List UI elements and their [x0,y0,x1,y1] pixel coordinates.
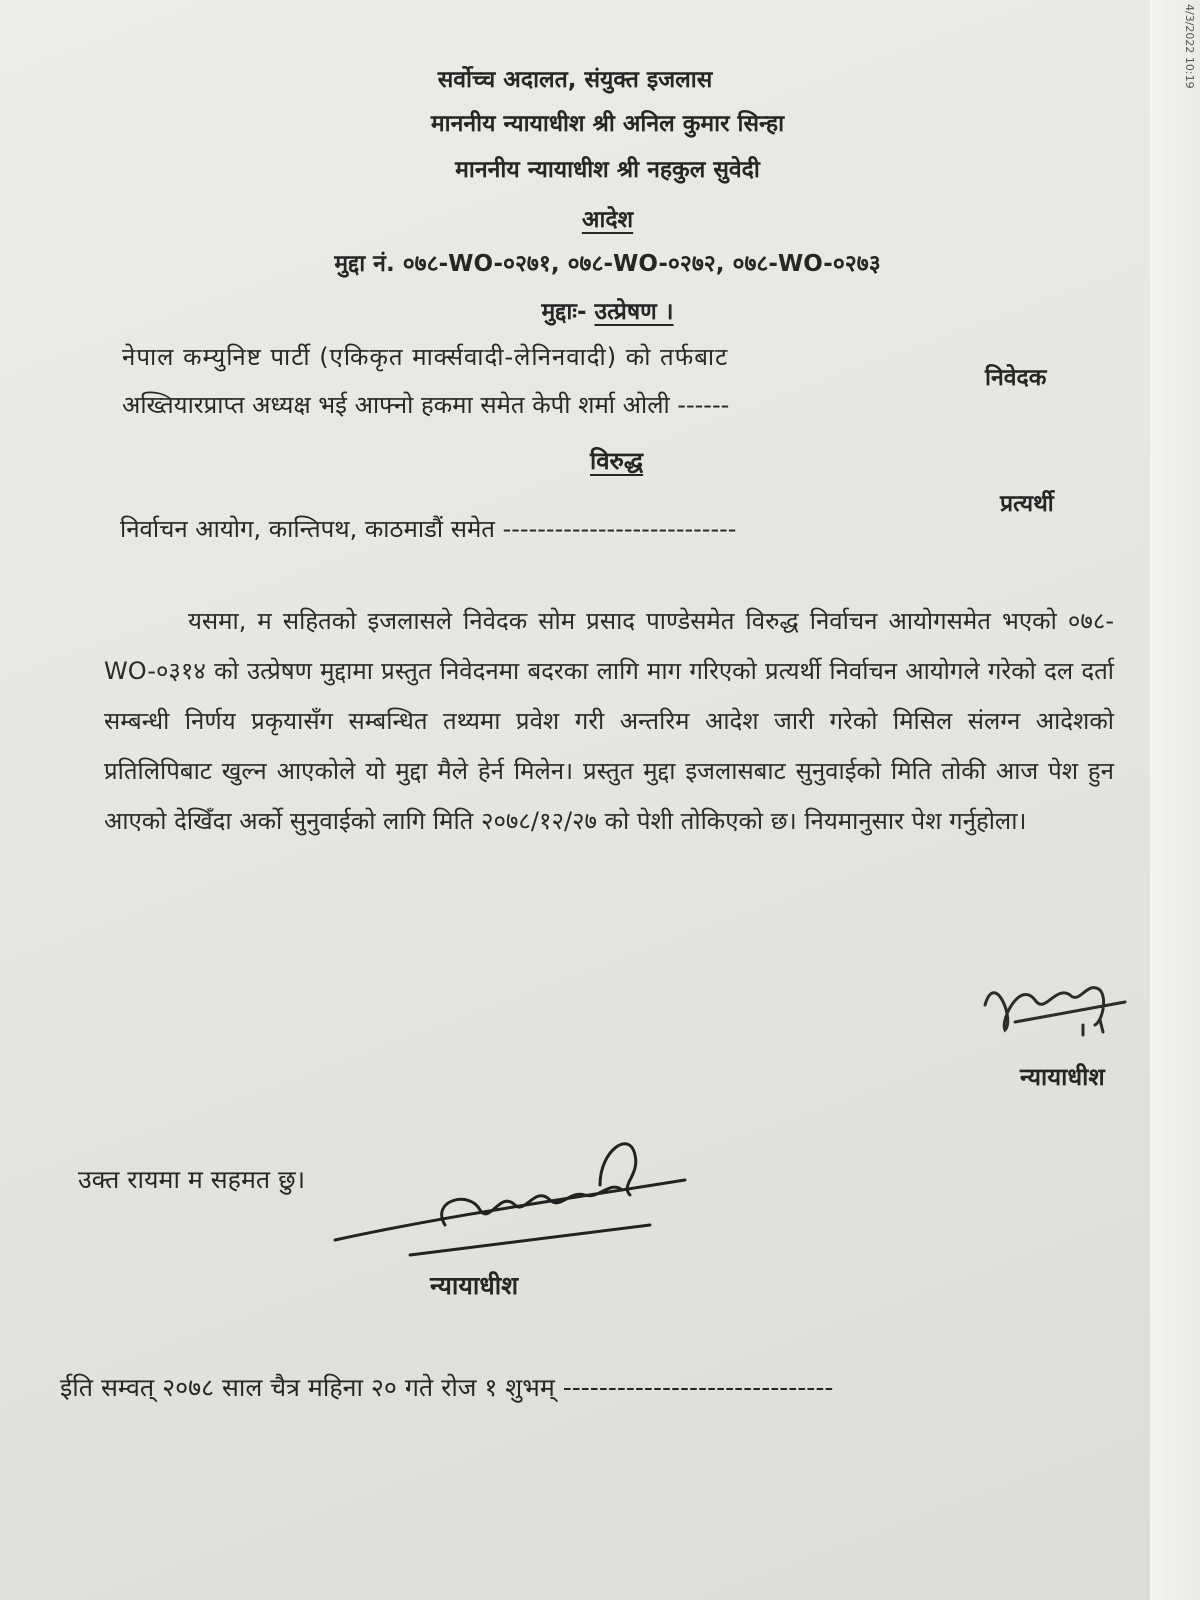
order-paragraph [104,596,1114,846]
petitioner-role: निवेदक [985,365,1047,391]
judge-1-signature [975,960,1145,1060]
judge-2-title: न्यायाधीश [430,1271,519,1300]
court-name: सर्वोच्च अदालत, संयुक्त इजलास [437,67,713,93]
order-title: आदेश [581,207,634,233]
respondent: निर्वाचन आयोग, कान्तिपथ, काठमाडौं समेत --------------------------- [120,515,737,543]
concurrence-statement: उक्त रायमा म सहमत छु। [78,1165,306,1194]
scan-timestamp: 4/3/2022 10:19 [1183,4,1196,89]
judge-1-title: न्यायाधीश [1020,1063,1105,1091]
order-text: यसमा, म सहितको इजलासले निवेदक सोम प्रसाद पाण्डेसमेत विरुद्ध निर्वाचन आयोगसमेत भएको ०७८-WO-०३१४ को उत्प्रेषण मुद्दामा प्रस्तुत निवेदनमा बदरका लागि माग गरिएको प्रत्यर्थी निर्वाचन आयोगले गरेको दल दर्ता सम्बन्धी निर्णय प्रकृयासँग सम्बन्धित तथ्यमा प्रवेश गरी अन्तरिम आदेश जारी गरेको मिसिल संलग्न आदेशको प्रतिलिपिबाट खुल्न आएकोले यो मुद्दा मैले हेर्न मिलेन। प्रस्तुत मुद्दा इजलासबाट सुनुवाईको मिति तोकी आज पेश हुन आएको देखिँदा अर्को सुनुवाईको लागि मिति २०७८/१२/२७ को पेशी तोकिएको छ। नियमानुसार पेश गर्नुहोला। [104,607,1114,835]
case-numbers: मुद्दा नं. ०७८-WO-०२७१, ०७८-WO-०२७२, ०७८-WO-०२७३ [334,251,881,277]
judge-2-signature [330,1130,690,1265]
petitioner-line-1: नेपाल कम्युनिष्ट पार्टी (एकिकृत मार्क्सवादी-लेनिनवादी) को तर्फबाट [122,343,729,371]
case-type-line [0,294,1200,326]
versus-label: विरुद्ध [590,447,644,475]
case-type: उत्प्रेषण । [594,299,674,325]
respondent-role: प्रत्यर्थी [1000,491,1054,517]
case-type-label: मुद्दाः- [541,299,587,325]
judge-2-name: माननीय न्यायाधीश श्री नहकुल सुवेदी [455,157,760,183]
judge-1-name: माननीय न्यायाधीश श्री अनिल कुमार सिन्हा [430,111,785,137]
petitioner-line-2: अख्तियारप्राप्त अध्यक्ष भई आफ्नो हकमा समेत केपी शर्मा ओली ------ [122,391,730,419]
page-edge [1150,0,1200,1600]
closing-line: ईति सम्वत् २०७८ साल चैत्र महिना २० गते रोज १ शुभम् ------------------------------ [60,1373,834,1402]
